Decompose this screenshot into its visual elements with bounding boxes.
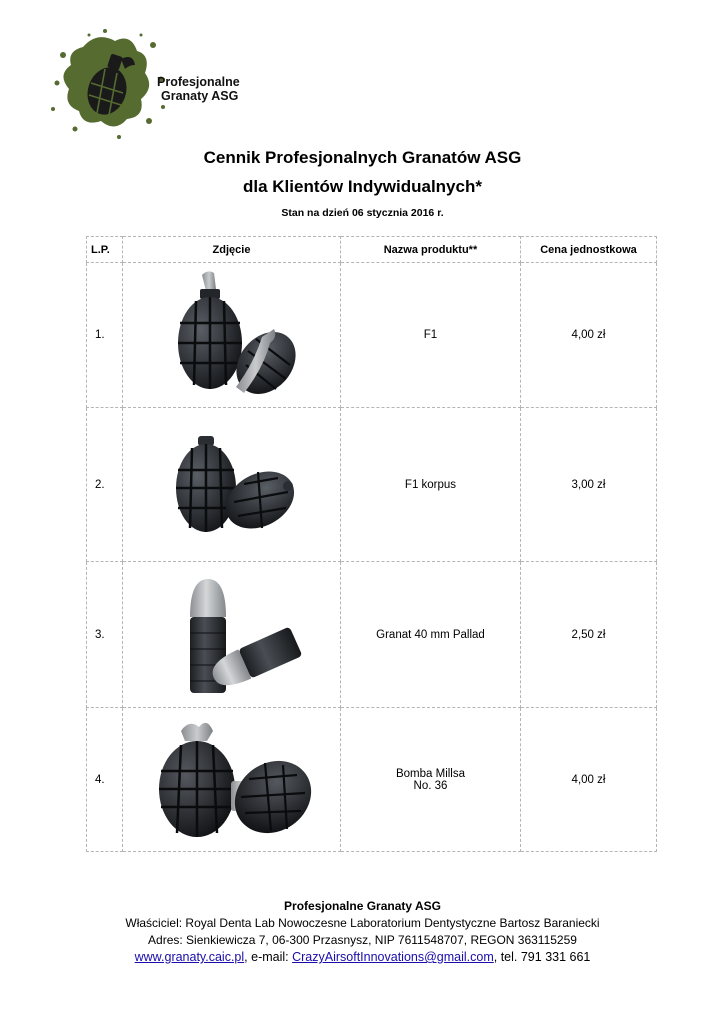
phone-text: , tel. 791 331 661 <box>493 950 591 964</box>
logo-text <box>157 75 240 103</box>
unit-price: 4,00 zł <box>521 708 657 852</box>
footer-address: Adres: Sienkiewicza 7, 06-300 Przasnysz, NIP 7611548707, REGON 363115259 <box>148 933 577 947</box>
footer-company-name: Profesjonalne Granaty ASG <box>284 899 441 913</box>
website-link[interactable]: www.granaty.caic.pl <box>134 950 245 964</box>
mills-bomb-photo-icon <box>147 717 317 843</box>
table-row <box>87 562 657 708</box>
product-name <box>341 562 521 708</box>
product-name-text: Granat 40 mm Pallad <box>376 628 485 641</box>
email-label: , e-mail: <box>244 950 293 964</box>
row-number: 3. <box>87 562 123 708</box>
product-name-text: Bomba Millsa <box>395 767 466 780</box>
page-title: Cennik Profesjonalnych Granatów ASG <box>203 148 522 167</box>
footer-owner: Właściciel: Royal Denta Lab Nowoczesne Laboratorium Dentystyczne Bartosz Baraniecki <box>125 916 600 930</box>
logo-line-1: Profesjonalne <box>157 75 240 89</box>
40mm-pallad-photo-icon <box>162 571 302 699</box>
f1-grenade-photo-icon <box>162 267 302 403</box>
product-photo-cell <box>123 708 341 852</box>
row-number: 4. <box>87 708 123 852</box>
product-photo-cell <box>123 408 341 562</box>
product-photo-cell <box>123 562 341 708</box>
product-name-text: F1 <box>423 329 438 341</box>
product-name-text-line-2: No. 36 <box>413 779 448 792</box>
f1-body-photo-icon <box>162 430 302 540</box>
product-photo-cell <box>123 263 341 408</box>
table-row <box>87 408 657 562</box>
logo-line-2: Granaty ASG <box>161 89 239 103</box>
table-header-row <box>87 237 657 263</box>
company-logo <box>45 25 250 143</box>
header-lp: L.P. <box>87 237 123 263</box>
email-link[interactable]: CrazyAirsoftInnovations@gmail.com <box>292 950 494 964</box>
unit-price: 3,00 zł <box>521 408 657 562</box>
row-number: 1. <box>87 263 123 408</box>
product-name <box>341 708 521 852</box>
product-name <box>341 408 521 562</box>
table-row <box>87 708 657 852</box>
unit-price: 4,00 zł <box>521 263 657 408</box>
footer <box>0 898 725 966</box>
price-table <box>86 236 657 852</box>
header-photo: Zdjęcie <box>123 237 341 263</box>
price-date: Stan na dzień 06 stycznia 2016 r. <box>281 207 444 219</box>
header-unit-price: Cena jednostkowa <box>521 237 657 263</box>
product-name-text: F1 korpus <box>404 478 457 491</box>
product-name <box>341 263 521 408</box>
header-product-name: Nazwa produktu** <box>341 237 521 263</box>
footer-contacts <box>0 949 725 966</box>
page-subtitle: dla Klientów Indywidualnych* <box>243 177 482 196</box>
unit-price: 2,50 zł <box>521 562 657 708</box>
row-number: 2. <box>87 408 123 562</box>
table-row <box>87 263 657 408</box>
